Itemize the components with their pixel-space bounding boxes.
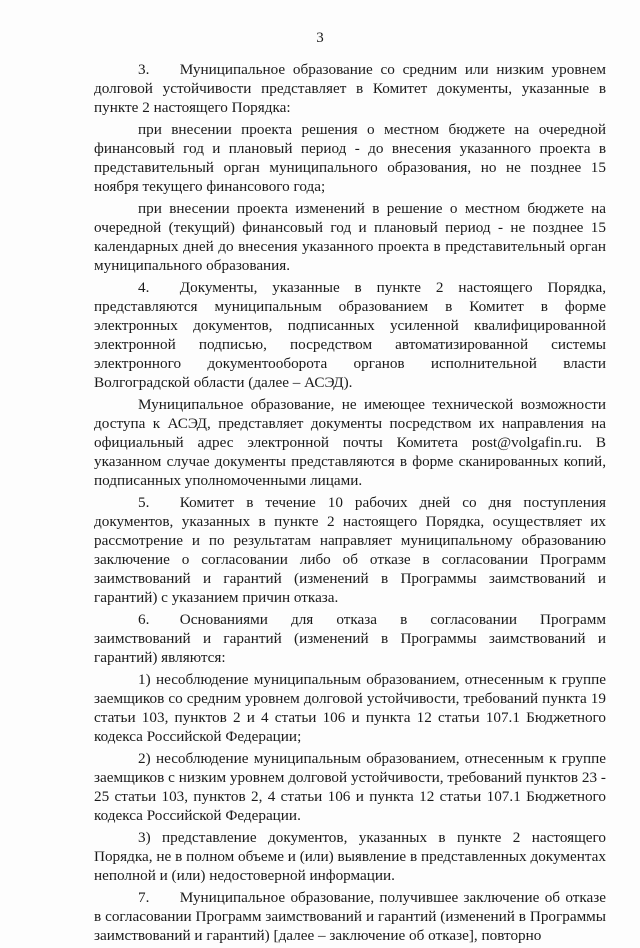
paragraph-3-item-budget: при внесении проекта решения о местном бюджете на очередной финансовый год и плановый период - до внесения указанного проекта в представительный орган муниципального образования, но не позднее 15 ноября текущего финансового года; bbox=[94, 121, 606, 195]
paragraph-6: 6. Основаниями для отказа в согласовании Программ заимствований и гарантий (изменений в Программы заимствований и гарантий) являются: bbox=[94, 611, 606, 666]
paragraph-6-ground-2: 2) несоблюдение муниципальным образованием, отнесенным к группе заемщиков с низким уровнем долговой устойчивости, требований пунктов 23 - 25 статьи 103, пунктов 2, 4 статьи 106 и пункта 12 статьи 107.1 Бюджетного кодекса Российской Федерации. bbox=[94, 750, 606, 824]
paragraph-4: 4. Документы, указанные в пункте 2 настоящего Порядка, представляются муниципальным образованием в Комитет в форме электронных документов, подписанных усиленной квалифицированной электронной подписью, посредством автоматизированной системы электронного документооборота органов исполнительной власти Волгоградской области (далее – АСЭД). bbox=[94, 279, 606, 391]
paragraph-4-email-submission: Муниципальное образование, не имеющее технической возможности доступа к АСЭД, представляет документы посредством их направления на официальный адрес электронной почты Комитета post@volgafin.ru. В указанном случае документы представляются в форме сканированных копий, подписанных уполномоченными лицами. bbox=[94, 396, 606, 489]
paragraph-3: 3. Муниципальное образование со средним или низким уровнем долговой устойчивости представляет в Комитет документы, указанные в пункте 2 настоящего Порядка: bbox=[94, 61, 606, 116]
paragraph-6-ground-3: 3) представление документов, указанных в пункте 2 настоящего Порядка, не в полном объеме и (или) выявление в представленных документах неполной и (или) недостоверной информации. bbox=[94, 829, 606, 884]
document-body bbox=[94, 60, 606, 948]
paragraph-5: 5. Комитет в течение 10 рабочих дней со дня поступления документов, указанных в пункте 2 настоящего Порядка, осуществляет их рассмотрение и по результатам направляет муниципальному образованию заключение о согласовании либо об отказе в согласовании Программ заимствований и гарантий (изменений в Программы заимствований и гарантий) с указанием причин отказа. bbox=[94, 494, 606, 606]
paragraph-7: 7. Муниципальное образование, получившее заключение об отказе в согласовании Программ заимствований и гарантий (изменений в Программы заимствований и гарантий) [далее – заключение об отказе], повторно bbox=[94, 889, 606, 944]
paragraph-3-item-amendments: при внесении проекта изменений в решение о местном бюджете на очередной (текущий) финансовый год и плановый период - не позднее 15 календарных дней до внесения указанного проекта в представительный орган муниципального образования. bbox=[94, 200, 606, 274]
paragraph-6-ground-1: 1) несоблюдение муниципальным образованием, отнесенным к группе заемщиков со средним уровнем долговой устойчивости, требований пункта 19 статьи 103, пунктов 2 и 4 статьи 106 и пункта 12 статьи 107.1 Бюджетного кодекса Российской Федерации; bbox=[94, 671, 606, 745]
page-number: 3 bbox=[316, 30, 324, 46]
